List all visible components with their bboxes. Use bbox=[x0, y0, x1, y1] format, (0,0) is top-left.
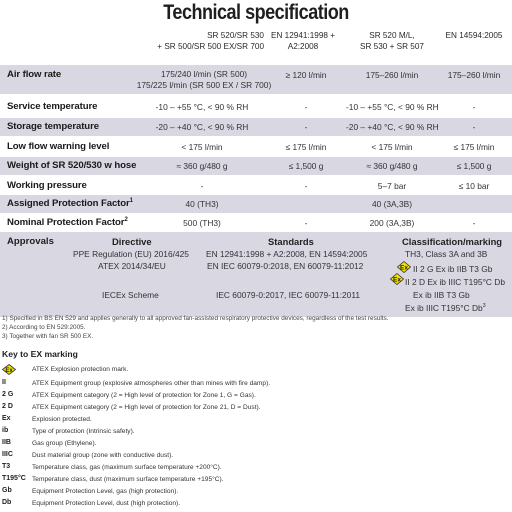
ex-symbol-icon bbox=[390, 273, 404, 285]
key-sym: T195°C bbox=[2, 475, 26, 482]
cell: < 175 l/min bbox=[181, 142, 223, 152]
approvals-header-standards: Standards bbox=[268, 236, 314, 247]
key-sym: ib bbox=[2, 427, 9, 434]
key-sym: Gb bbox=[2, 487, 12, 494]
key-sym: IIB bbox=[2, 439, 11, 446]
cell-air-flow-1: 175/240 l/min (SR 500) 175/225 l/min (SR 500 EX / SR 700) bbox=[136, 69, 272, 90]
key-desc: ATEX Equipment category (2 = High level of protection for Zone 1, G = Gas). bbox=[32, 392, 256, 399]
col-header-line: SR 520 M/L, bbox=[369, 31, 415, 40]
key-title: Key to EX marking bbox=[2, 349, 78, 359]
row-label: Working pressure bbox=[7, 180, 87, 191]
col-header-line: + SR 500/SR 500 EX/SR 700 bbox=[157, 41, 264, 51]
key-desc: ATEX Equipment group (explosive atmospheres other than mines with fire damp). bbox=[32, 380, 271, 387]
directive-iecex: IECEx Scheme bbox=[102, 290, 159, 300]
key-desc: Temperature class, gas (maximum surface temperature +200°C). bbox=[32, 464, 222, 471]
key-sym: T3 bbox=[2, 463, 11, 470]
footnote-2: 2) According to EN 529:2005. bbox=[2, 324, 86, 331]
cell: - bbox=[304, 102, 308, 112]
ex-symbol-label: Ex bbox=[5, 367, 13, 374]
table-row-apf bbox=[0, 195, 512, 213]
key-desc: Temperature class, dust (maximum surface temperature +195°C). bbox=[32, 476, 224, 483]
table-row-npf bbox=[0, 214, 512, 231]
cell: -10 – +55 °C, < 90 % RH bbox=[346, 102, 439, 112]
cell: ≤ 175 l/min bbox=[285, 142, 327, 152]
row-label: Low flow warning level bbox=[7, 141, 110, 152]
row-label bbox=[7, 198, 133, 209]
col-header-line: EN 14594:2005 bbox=[445, 31, 503, 40]
approvals-label: Approvals bbox=[7, 236, 54, 247]
class-iecex-dust bbox=[405, 303, 486, 313]
table-row-storage-temp bbox=[0, 118, 512, 136]
col-header-line: A2:2008 bbox=[287, 41, 319, 51]
key-desc: Dust material group (zone with conductive dust). bbox=[32, 452, 174, 459]
row-label-text: Assigned Protection Factor bbox=[7, 198, 130, 210]
col-header-sr520ml bbox=[352, 31, 432, 52]
table-row-service-temp bbox=[0, 98, 512, 115]
ex-symbol-icon bbox=[2, 364, 16, 375]
key-sym: 2 D bbox=[2, 403, 13, 410]
approvals-header-classification: Classification/marking bbox=[402, 236, 503, 247]
key-sym: II bbox=[2, 379, 6, 386]
key-sym: Ex bbox=[2, 415, 11, 422]
cell: ≤ 10 bar bbox=[458, 181, 490, 191]
cell-air-flow-4: 175–260 l/min bbox=[447, 70, 501, 80]
cell: 40 (3A,3B) bbox=[371, 199, 413, 209]
key-desc: Equipment Protection Level, gas (high protection). bbox=[32, 488, 179, 495]
row-label: Storage temperature bbox=[7, 121, 99, 132]
key-desc: ATEX Equipment category (2 = High level of protection for Zone 21, D = Dust). bbox=[32, 404, 261, 411]
cell-air-flow-3: 175–260 l/min bbox=[365, 70, 419, 80]
col-header-sr520-530 bbox=[140, 31, 264, 52]
approvals-header-directive: Directive bbox=[112, 236, 152, 247]
ex-symbol-label: Ex bbox=[400, 264, 408, 272]
cell: 200 (3A,3B) bbox=[369, 218, 415, 228]
row-label: Air flow rate bbox=[7, 69, 62, 80]
table-row-low-flow bbox=[0, 138, 512, 155]
row-label-text: Nominal Protection Factor bbox=[7, 217, 125, 229]
standard-iec: IEC 60079-0:2017, IEC 60079-11:2011 bbox=[216, 290, 361, 300]
directive-ppe: PPE Regulation (EU) 2016/425 bbox=[73, 249, 189, 259]
footnote-ref: 1 bbox=[129, 198, 133, 204]
footnote-ref: 3 bbox=[482, 303, 486, 310]
footnote-ref: 2 bbox=[124, 217, 128, 223]
cell: < 175 l/min bbox=[371, 142, 413, 152]
cell: 500 (TH3) bbox=[183, 218, 221, 228]
key-sym: Db bbox=[2, 499, 12, 506]
cell: - bbox=[304, 122, 308, 132]
standard-en12941: EN 12941:1998 + A2:2008, EN 14594:2005 bbox=[206, 249, 368, 259]
cell: - bbox=[200, 181, 204, 191]
standard-en-iec: EN IEC 60079-0:2018, EN 60079-11:2012 bbox=[207, 261, 364, 271]
row-label: Service temperature bbox=[7, 101, 98, 112]
cell: - bbox=[472, 102, 476, 112]
key-sym: IIIC bbox=[2, 451, 13, 458]
class-th3: TH3, Class 3A and 3B bbox=[405, 249, 488, 259]
col-header-line: SR 530 + SR 507 bbox=[360, 41, 424, 51]
cell: 40 (TH3) bbox=[185, 199, 219, 209]
footnote-1: 1) Specified in BS EN 529 and applies generally to all approved fan-assisted respiratory protective devices, regardless of the test results. bbox=[2, 315, 389, 322]
footnote-3: 3) Together with fan SR 500 EX. bbox=[2, 333, 94, 340]
ex-symbol-label: Ex bbox=[393, 276, 401, 284]
class-dust-marking: II 2 D Ex ib IIIC T195°C Db bbox=[405, 277, 506, 287]
row-label: Weight of SR 520/530 w hose bbox=[7, 160, 137, 171]
col-header-en12941 bbox=[264, 31, 342, 52]
table-row-working-pressure bbox=[0, 177, 512, 194]
cell: -20 – +40 °C, < 90 % RH bbox=[346, 122, 439, 132]
cell: ≤ 1,500 g bbox=[456, 161, 492, 171]
key-desc: Type of protection (Intrinsic safety). bbox=[32, 428, 135, 435]
cell: ≤ 1,500 g bbox=[288, 161, 324, 171]
class-iecex-gas: Ex ib IIB T3 Gb bbox=[413, 290, 470, 300]
cell: - bbox=[304, 218, 308, 228]
directive-atex: ATEX 2014/34/EU bbox=[98, 261, 166, 271]
cell: ≤ 175 l/min bbox=[453, 142, 495, 152]
col-header-line: EN 12941:1998 + bbox=[271, 31, 335, 40]
key-desc: Explosion protected. bbox=[32, 416, 92, 423]
row-label bbox=[7, 217, 128, 228]
cell: - bbox=[304, 181, 308, 191]
table-row-weight bbox=[0, 157, 512, 175]
col-header-line: SR 520/SR 530 bbox=[207, 31, 264, 40]
cell: ≈ 360 g/480 g bbox=[176, 161, 228, 171]
key-desc: Equipment Protection Level, dust (high protection). bbox=[32, 500, 181, 507]
cell: -20 – +40 °C, < 90 % RH bbox=[155, 122, 249, 132]
class-gas-marking: II 2 G Ex ib IIB T3 Gb bbox=[413, 264, 493, 274]
cell: - bbox=[472, 122, 476, 132]
cell-air-flow-2: ≥ 120 l/min bbox=[285, 70, 327, 80]
page-title: Technical specification bbox=[163, 1, 349, 24]
ex-symbol-icon bbox=[397, 261, 411, 273]
cell: -10 – +55 °C, < 90 % RH bbox=[155, 102, 249, 112]
col-header-en14594 bbox=[436, 31, 512, 42]
key-desc: Gas group (Ethylene). bbox=[32, 440, 97, 447]
key-sym: 2 G bbox=[2, 391, 14, 398]
class-iecex-dust-text: Ex ib IIIC T195°C Db bbox=[405, 303, 483, 313]
cell: 5–7 bar bbox=[377, 181, 407, 191]
cell: ≈ 360 g/480 g bbox=[366, 161, 418, 171]
table-row-air-flow bbox=[0, 65, 512, 94]
key-desc: ATEX Explosion protection mark. bbox=[32, 366, 129, 373]
cell: - bbox=[472, 218, 476, 228]
